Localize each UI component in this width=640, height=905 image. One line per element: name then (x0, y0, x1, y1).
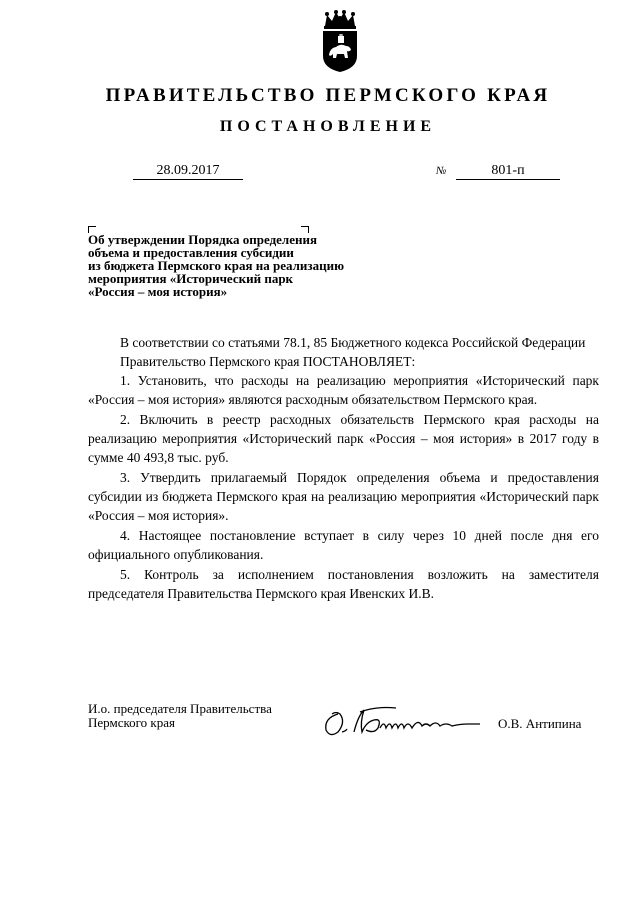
clause-5-paragraph: 5. Контроль за исполнением постановления возложить на заместителя председателя Правительства Пермского края Ивенских И.В. (88, 567, 599, 601)
signer-name: О.В. Антипина (498, 716, 582, 731)
subject-line: Об утверждении Порядка определения (88, 232, 317, 247)
subject-line: объема и предоставления субсидии (88, 245, 294, 260)
handwritten-signature (320, 702, 492, 742)
clause-4-paragraph: 4. Настоящее постановление вступает в силу через 10 дней после дня его официального опубликования. (88, 528, 599, 562)
document-subject (88, 233, 398, 298)
clause-1-paragraph: 1. Установить, что расходы на реализацию мероприятия «Исторический парк «Россия – моя история» являются расходным обязательством Пермского края. (88, 373, 599, 407)
document-date: 28.09.2017 (133, 163, 243, 180)
subject-line: мероприятия «Исторический парк (88, 271, 294, 286)
signer-position (88, 702, 318, 730)
document-body (88, 333, 599, 603)
perm-krai-coat-of-arms-icon (317, 10, 363, 74)
subject-line: из бюджета Пермского края на реализацию (88, 258, 345, 273)
clause-3-paragraph: 3. Утвердить прилагаемый Порядок определения объема и предоставления субсидии из бюджета Пермского края на реализацию мероприятия «Исторический парк «Россия – моя история». (88, 470, 599, 523)
resolution-paragraph: Правительство Пермского края ПОСТАНОВЛЯЕТ: (120, 354, 416, 369)
document-type-title: ПОСТАНОВЛЕНИЕ (219, 118, 437, 135)
number-sign: № (436, 165, 447, 177)
government-title: ПРАВИТЕЛЬСТВО ПЕРМСКОГО КРАЯ (105, 85, 551, 106)
clause-2-paragraph: 2. Включить в реестр расходных обязательств Пермского края расходы на реализацию мероприятия «Исторический парк «Россия – моя история» в 2017 году в сумме 40 493,8 тыс. руб. (88, 412, 599, 465)
subject-line: «Россия – моя история» (88, 284, 228, 299)
signer-position-line: И.о. председателя Правительства (88, 701, 272, 716)
preamble-paragraph: В соответствии со статьями 78.1, 85 Бюджетного кодекса Российской Федерации (120, 335, 586, 350)
document-number: 801-п (456, 163, 560, 180)
signer-position-line: Пермского края (88, 715, 175, 730)
